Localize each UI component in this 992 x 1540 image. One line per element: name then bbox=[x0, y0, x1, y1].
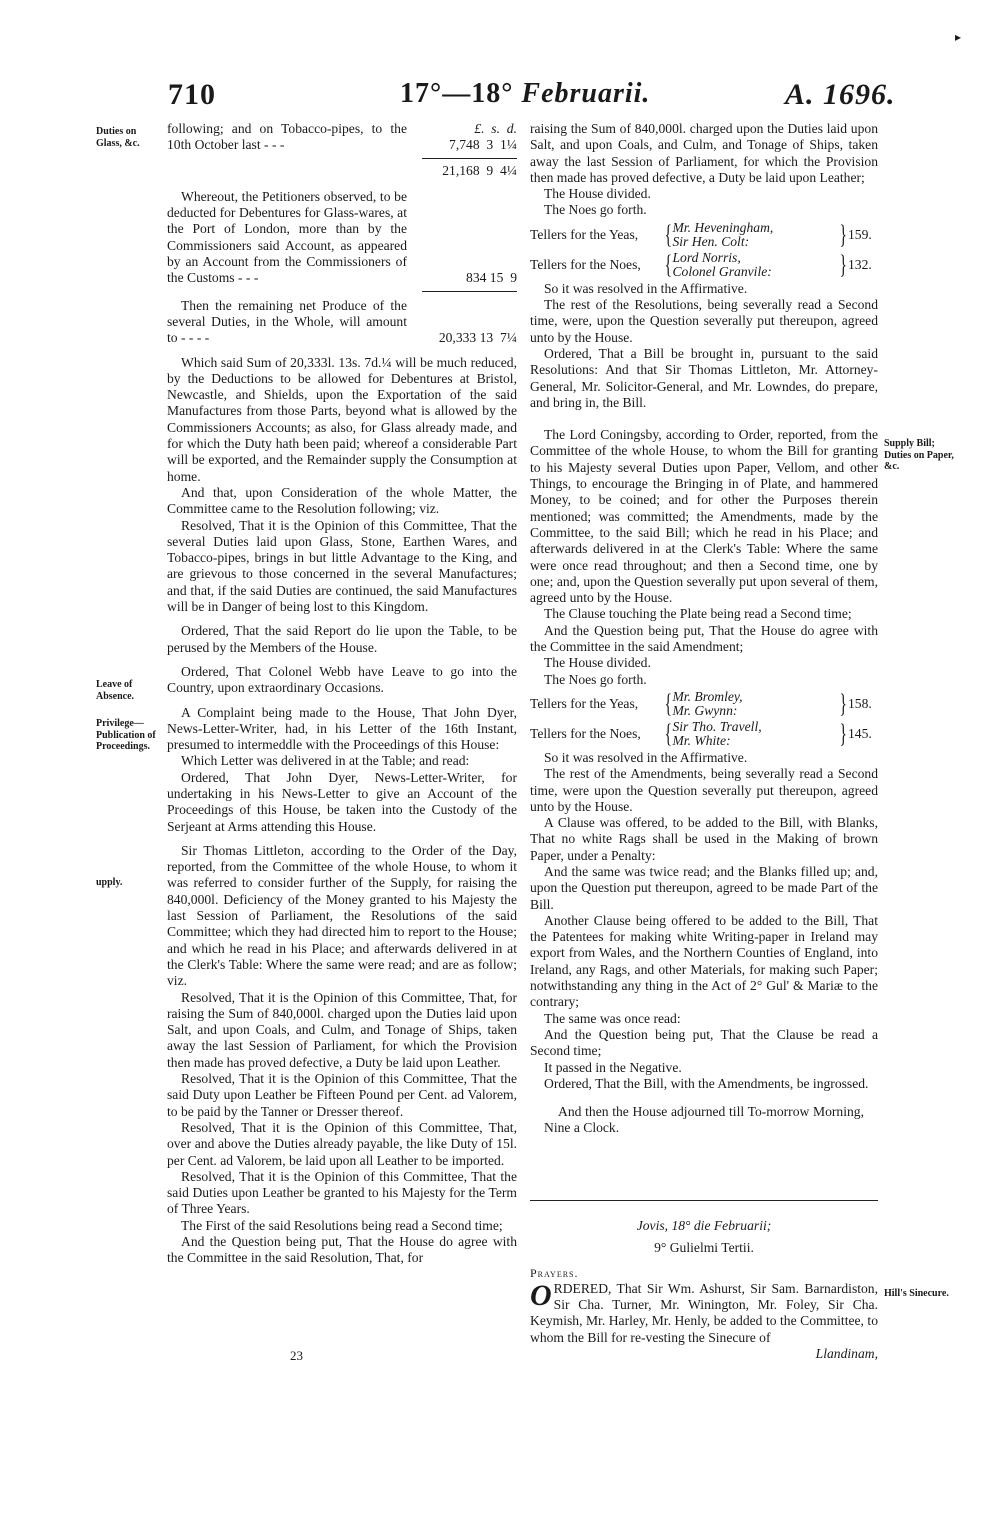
tellers-names bbox=[672, 690, 837, 718]
paragraph: raising the Sum of 840,000l. charged upon the Duties laid upon Salt, and upon Coals, and Culm, and Tonage of Ships, taken away the last Session of Parliament, for which the Provision then made has proved defective, a Duty be laid upon Leather; bbox=[530, 121, 878, 185]
paragraph: And that, upon Consideration of the whole Matter, the Committee came to the Resolution following; viz. bbox=[167, 484, 517, 517]
catchword: Llandinam, bbox=[815, 1346, 878, 1362]
account-amount: 21,168 9 4¼ bbox=[442, 162, 517, 178]
paragraph: The rest of the Resolutions, being severally read a Second time, were, upon the Question severally put thereupon, agreed unto by the House. bbox=[530, 297, 878, 345]
teller-name: Colonel Granvile: bbox=[672, 263, 772, 279]
signature-mark: 23 bbox=[290, 1348, 303, 1363]
date-days: 17°—18° bbox=[400, 78, 514, 109]
paragraph: Resolved, That it is the Opinion of this Committee, That the said Duty upon Leather be Fifteen Pound per Cent. ad Valorem, to be paid by the Tanner or Dresser thereof. bbox=[167, 1071, 517, 1119]
teller-name: Sir Hen. Colt: bbox=[672, 233, 750, 249]
account-text: Then the remaining net Produce of the several Duties, in the Whole, will amount to - - - - bbox=[167, 297, 407, 346]
tellers-label: Tellers for the Yeas, bbox=[530, 695, 639, 711]
prayers-heading: Prayers. bbox=[530, 1265, 579, 1280]
day-heading-date: Jovis, 18° die Februarii; bbox=[636, 1218, 772, 1233]
paragraph: Another Clause being offered to be added to the Bill, That the Patentees for making white Writing-paper in Ireland may export from Wales, and the Northern Counties of England, into Ireland, any Rags, and other Materials, for making such Paper; notwithstanding any thing in the Act of 2° Gul' & Mariæ to the contrary; bbox=[530, 912, 878, 1010]
paragraph: Sir Thomas Littleton, according to the Order of the Day, reported, from the Committee of the whole House, to whom it was referred to consider further of the Supply, for raising the 840,000l. Deficiency of the Money granted to his Majesty the last Session of Parliament, the Resolutions of the said Committee; which they had directed him to report to the House; and which he read in his Place; and afterwards delivered in at the Clerk's Table: Where the same were read; and are as follow; viz. bbox=[167, 842, 517, 989]
tellers-yeas: Tellers for the Yeas, { Mr. Heveningham, Sir Hen. Colt: } 159. bbox=[530, 219, 872, 249]
tellers-label: Tellers for the Noes, bbox=[530, 725, 641, 741]
sum-rule bbox=[422, 158, 517, 159]
paragraph: Resolved, That it is the Opinion of this Committee, That the said Duties upon Leather be granted to his Majesty for the Term of Three Years. bbox=[167, 1168, 517, 1217]
paragraph: The First of the said Resolutions being read a Second time; bbox=[181, 1217, 503, 1233]
drop-initial: O bbox=[530, 1278, 552, 1312]
tellers-names bbox=[672, 720, 837, 748]
paragraph: Resolved, That it is the Opinion of this Committee, That, over and above the Duties already payable, the like Duty of 15l. per Cent. ad Valorem, be laid upon all Leather to be imported. bbox=[167, 1119, 517, 1168]
paragraph: The Clause touching the Plate being read a Second time; bbox=[544, 606, 852, 622]
margin-note-privilege: Privilege— Publication of Proceedings. bbox=[96, 718, 156, 752]
teller-name: Mr. Gwynn: bbox=[672, 702, 738, 718]
paragraph: The same was once read: bbox=[544, 1010, 681, 1026]
margin-note-supply-bill: Supply Bill; Duties on Paper, &c. bbox=[884, 438, 954, 472]
corner-mark: ▸ bbox=[955, 30, 962, 44]
paragraph: It passed in the Negative. bbox=[544, 1059, 682, 1075]
teller-name: Lord Norris, bbox=[672, 249, 741, 265]
tellers-count: 145. bbox=[847, 725, 872, 741]
paragraph: Resolved, That it is the Opinion of this Committee, That the several Duties laid upon Glass, Stone, Earthen Wares, and Tobacco-pipes, brings in but little Advantage to the King, and are grievous to those concerned in the several Manufactures; and that, if the said Duties are continued, the said Manufactures will be in Danger of being lost to this Kingdom. bbox=[167, 517, 517, 615]
paragraph: The Lord Coningsby, according to Order, reported, from the Committee of the whole House, to whom the Bill for granting to his Majesty several Duties upon Paper, Vellom, and other Things, to encourage the Bringing in of Plate, and hammered Money, to be coined; and for other the Purposes therein mentioned; was committed; the Amendments, made by the Committee, to the said Bill; which he read in his Place; and afterwards delivered in at the Clerk's Table: Where the same were once read throughout; and then a Second time, one by one; and, upon the Question severally put upon several of them, agreed unto by the House. bbox=[530, 427, 878, 606]
tellers-names bbox=[672, 221, 837, 249]
account-amount: 7,748 3 1¼ bbox=[449, 137, 517, 153]
reign-line: 9° Gulielmi Tertii. bbox=[654, 1240, 754, 1256]
paragraph bbox=[530, 1278, 878, 1346]
paragraph: So it was resolved in the Affirmative. bbox=[544, 749, 748, 765]
division-line: The House divided. bbox=[544, 655, 651, 671]
paragraph: And the Question being put, That the House do agree with the Committee in the said Resolution, That, for bbox=[167, 1234, 517, 1266]
tellers-yeas: Tellers for the Yeas, { Mr. Bromley, Mr. Gwynn: } 158. bbox=[530, 688, 872, 718]
teller-name: Sir Tho. Travell, bbox=[672, 718, 762, 734]
paragraph: Ordered, That the said Report do lie upon the Table, to be perused by the Members of the House. bbox=[167, 623, 517, 655]
paragraph: A Complaint being made to the House, That John Dyer, News-Letter-Writer, had, in his Letter of the 16th Instant, presumed to intermeddle with the Proceedings of this House: bbox=[167, 704, 517, 753]
paragraph: Which said Sum of 20,333l. 13s. 7d.¼ will be much reduced, by the Deductions to be allowed for Debentures at Bristol, Newcastle, and Shields, upon the Exportation of the said Manufactures from those Parts, beyond what is allowed by the Commissioners Accounts; as also, for Glass already made, and for which the Duty hath been paid; whereof a considerable Part will be exported, and the Remainder supply the Consumption at home. bbox=[167, 354, 517, 484]
account-amount: 20,333 13 7¼ bbox=[438, 330, 517, 346]
section-rule bbox=[530, 1200, 878, 1201]
date-month: Februarii. bbox=[521, 78, 651, 109]
tellers-noes: Tellers for the Noes, { Sir Tho. Travell, Mr. White: } 145. bbox=[530, 718, 872, 748]
paragraph: So it was resolved in the Affirmative. bbox=[544, 280, 748, 296]
account-row bbox=[167, 163, 517, 179]
margin-note-duties-glass: Duties on Glass, &c. bbox=[96, 126, 140, 149]
paragraph: And the Question being put, That the Clause be read a Second time; bbox=[530, 1026, 878, 1059]
account-value bbox=[407, 121, 517, 154]
page-year: A. 1696. bbox=[785, 78, 896, 111]
margin-note-leave: Leave of Absence. bbox=[96, 679, 135, 702]
page-date bbox=[400, 78, 650, 110]
margin-note-hills-sinecure: Hill's Sinecure. bbox=[884, 1288, 949, 1299]
paragraph: Ordered, That the Bill, with the Amendments, be ingrossed. bbox=[544, 1075, 869, 1091]
paragraph: And the same was twice read; and the Blanks filled up; and, upon the Question put thereupon, agreed to be made Part of the Bill. bbox=[530, 863, 878, 912]
account-text: following; and on Tobacco-pipes, to the 10th October last - - - bbox=[167, 121, 407, 153]
currency-head: £. s. d. bbox=[474, 121, 517, 136]
paragraph: Ordered, That Colonel Webb have Leave to go into the Country, upon extraordinary Occasions. bbox=[167, 663, 517, 696]
paragraph: The rest of the Amendments, being severally read a Second time, were upon the Question severally put thereupon, agreed unto by the House. bbox=[530, 766, 878, 814]
teller-name: Mr. Bromley, bbox=[672, 688, 743, 704]
tellers-count: 132. bbox=[847, 256, 872, 272]
paragraph: Ordered, That a Bill be brought in, pursuant to the said Resolutions: And that Sir Thomas Littleton, Mr. Attorney-General, Mr. Solicitor-General, and Mr. Lowndes, do prepare, and bring in, the Bill. bbox=[530, 345, 878, 410]
new-day-section bbox=[530, 1218, 878, 1362]
tellers-noes: Tellers for the Noes, { Lord Norris, Colonel Granvile: } 132. bbox=[530, 249, 872, 279]
sum-rule bbox=[422, 291, 517, 292]
paragraph-text: RDERED, That Sir Wm. Ashurst, Sir Sam. Barnardiston, Sir Cha. Turner, Mr. Winington, Mr. Foley, Sir Cha. Keymish, Mr. Harley, Mr. Henly, be added to the Committee, to whom the Bill for re-vesting the Sinecure of bbox=[530, 1280, 878, 1345]
paragraph: Which Letter was delivered in at the Table; and read: bbox=[181, 753, 470, 769]
account-row bbox=[167, 189, 517, 287]
tellers-names bbox=[672, 251, 837, 279]
tellers-count: 159. bbox=[847, 226, 872, 242]
tellers-count: 158. bbox=[847, 695, 872, 711]
division-line: The Noes go forth. bbox=[544, 202, 647, 218]
division-line: The House divided. bbox=[544, 186, 651, 202]
day-heading bbox=[530, 1218, 878, 1234]
tellers-label: Tellers for the Noes, bbox=[530, 256, 641, 272]
account-table bbox=[167, 121, 517, 347]
page-number: 710 bbox=[168, 78, 216, 111]
left-column bbox=[167, 121, 517, 1267]
account-amount: 834 15 9 bbox=[466, 270, 517, 286]
paragraph: Ordered, That John Dyer, News-Letter-Writer, for undertaking in his News-Letter to give an Account of the Proceedings of this House, be taken into the Custody of the Serjeant at Arms attending this House. bbox=[167, 769, 517, 834]
paragraph: Resolved, That it is the Opinion of this Committee, That, for raising the Sum of 840,000l. charged upon the Duties laid upon Salt, and upon Coals, and Culm, and Tonage of Ships, taken away the last Session of Parliament, for which the Provision then made has proved defective, a Duty be laid upon Leather. bbox=[167, 989, 517, 1070]
account-text: Whereout, the Petitioners observed, to be deducted for Debentures for Glass-wares, at the Port of London, more than by the Commissioners said Account, as appeared by an Account from the Commissioners of the Customs - - - bbox=[167, 188, 407, 286]
division-line: The Noes go forth. bbox=[544, 671, 647, 687]
tellers-label: Tellers for the Yeas, bbox=[530, 226, 639, 242]
margin-note-supply: upply. bbox=[96, 877, 123, 888]
teller-name: Mr. Heveningham, bbox=[672, 219, 774, 235]
account-row bbox=[167, 298, 517, 347]
right-column bbox=[530, 121, 878, 1137]
paragraph: And the Question being put, That the House do agree with the Committee in the said Amendment; bbox=[530, 622, 878, 655]
teller-name: Mr. White: bbox=[672, 732, 731, 748]
adjournment: And then the House adjourned till To-morrow Morning, Nine a Clock. bbox=[544, 1104, 864, 1136]
account-row bbox=[167, 121, 517, 154]
paragraph: A Clause was offered, to be added to the Bill, with Blanks, That no white Rags shall be used in the Making of brown Paper, under a Penalty: bbox=[530, 815, 878, 863]
